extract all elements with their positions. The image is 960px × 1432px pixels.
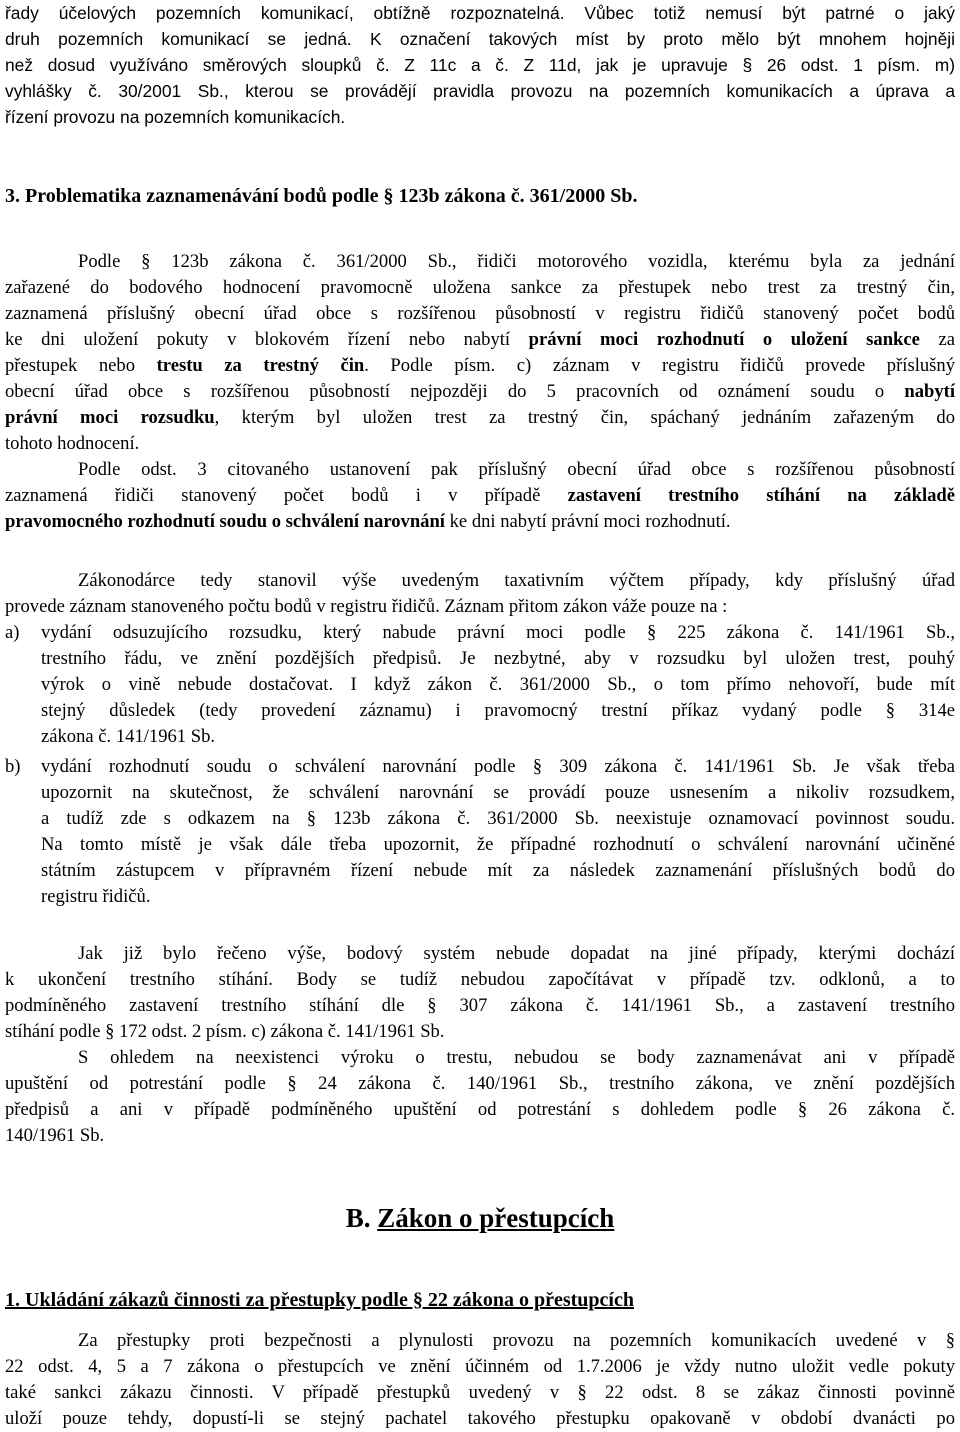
text-line: Podle odst. 3 citovaného ustanovení pak příslušný obecní úřad obce s rozšířenou působností: [78, 459, 955, 480]
text-line: vydání odsuzujícího rozsudku, který nabude právní moci podle § 225 zákona č. 141/1961 Sb.,: [41, 622, 955, 643]
part-heading-prefix: B.: [345, 1203, 378, 1233]
text-line: stejný důsledek (tedy provedení záznamu) i pravomocný trestní příkaz vydaný podle § 314e: [41, 700, 955, 721]
text-line: stíhání podle § 172 odst. 2 písm. c) zákona č. 141/1961 Sb.: [5, 1021, 445, 1042]
emphasis-text: pravomocného rozhodnutí soudu o schválení narovnání: [5, 511, 445, 532]
text-line: a tudíž zde s odkazem na § 123b zákona č. 361/2000 Sb. neexistuje oznamovací povinnost soudu.: [41, 808, 955, 829]
text-line: Podle § 123b zákona č. 361/2000 Sb., řidiči motorového vozidla, kterému byla za jednání: [78, 251, 955, 272]
text-line: Za přestupky proti bezpečnosti a plynulosti provozu na pozemních komunikacích uvedené v §: [78, 1330, 955, 1351]
text-line: 140/1961 Sb.: [5, 1125, 105, 1146]
text-line: výrok o vině nebude dostačovat. I když zákon č. 361/2000 Sb., o tom přímo nehovoří, bude mít: [41, 674, 955, 695]
text-line: 22 odst. 4, 5 a 7 zákona o přestupcích ve znění účinném od 1.7.2006 je vždy nutno uložit vedle pokuty: [5, 1356, 955, 1377]
emphasis-text: trestu za trestný čin: [156, 355, 365, 376]
text-run: zaznamená řidiči stanovený počet bodů i v případě: [5, 485, 568, 506]
text-line: k ukončení trestního stíhání. Body se tudíž nebudou započítávat v případě tzv. odklonů, a to: [5, 969, 955, 990]
text-run: , kterým byl uložen trest za trestný čin, spáchaný jednáním zařazeným do: [214, 407, 955, 428]
text-line: trestního řádu, ve znění pozdějších předpisů. Je nezbytné, aby v rozsudku byl uložen trest, pouhý: [41, 648, 955, 669]
text-line: [5, 327, 955, 353]
section-heading: 3. Problematika zaznamenávání bodů podle § 123b zákona č. 361/2000 Sb.: [5, 185, 638, 207]
text-line: upuštění od potrestání podle § 24 zákona č. 140/1961 Sb., trestního zákona, ve znění pozdějších: [5, 1073, 955, 1094]
text-line: zařazené do bodového hodnocení pravomocně uložena sankce za přestupek nebo trest za trestný čin,: [5, 277, 955, 298]
text-line: vydání rozhodnutí soudu o schválení narovnání podle § 309 zákona č. 141/1961 Sb. Je však třeba: [41, 756, 955, 777]
text-run: za: [919, 329, 955, 350]
text-line: vyhlášky č. 30/2001 Sb., kterou se provádějí pravidla provozu na pozemních komunikacích a úprava a: [5, 81, 955, 101]
part-heading-title: Zákon o přestupcích: [377, 1203, 615, 1233]
text-line: státním zástupcem v přípravném řízení nebude mít za následek zaznamenání příslušných bodů do: [41, 860, 955, 881]
text-line: Zákonodárce tedy stanovil výše uvedeným taxativním výčtem případy, kdy příslušný úřad: [78, 570, 955, 591]
text-line: zákona č. 141/1961 Sb.: [41, 726, 216, 747]
text-line: také sankci zákazu činnosti. V případě přestupků uvedený v § 22 odst. 8 se zákaz činnosti povinně: [5, 1382, 955, 1403]
text-line: druh pozemních komunikací se jedná. K označení takových míst by proto mělo být mnohem hojněji: [5, 29, 955, 49]
emphasis-text: právní moci rozsudku: [5, 407, 215, 428]
text-run: . Podle písm. c) záznam v registru řidičů provede příslušný: [364, 355, 955, 376]
text-line: [5, 509, 955, 535]
emphasis-text: zastavení trestního stíhání na základě: [567, 485, 955, 506]
list-label: b): [5, 756, 21, 777]
text-line: provede záznam stanoveného počtu bodů v registru řidičů. Záznam přitom zákon váže pouze na :: [5, 596, 728, 617]
text-line: tohoto hodnocení.: [5, 433, 140, 454]
section-heading: 1. Ukládání zákazů činnosti za přestupky podle § 22 zákona o přestupcích: [5, 1289, 634, 1311]
text-line: než dosud využíváno směrových sloupků č. Z 11c a č. Z 11d, jak je upravuje § 26 odst. 1 písm. m): [5, 55, 955, 75]
text-line: řady účelových pozemních komunikací, obtížně rozpoznatelná. Vůbec totiž nemusí být patrné o jaký: [5, 3, 955, 23]
text-line: S ohledem na neexistenci výroku o trestu, nebudou se body zaznamenávat ani v případě: [78, 1047, 955, 1068]
part-heading: [5, 1200, 955, 1236]
text-line: [5, 353, 955, 379]
text-line: Na tomto místě je však dále třeba upozornit, že případné rozhodnutí o schválení narovnání učiněné: [41, 834, 955, 855]
text-line: [5, 405, 955, 431]
text-line: předpisů a ani v případě podmíněného upuštění od potrestání s dohledem podle § 26 zákona č.: [5, 1099, 955, 1120]
text-run: přestupek nebo: [5, 355, 157, 376]
text-line: upozornit na skutečnost, že schválení narovnání se provádí pouze usnesením a nikoliv rozsudkem,: [41, 782, 955, 803]
text-line: řízení provozu na pozemních komunikacích.: [5, 107, 346, 127]
text-run: obecní úřad obce s rozšířenou působností nejpozději do 5 pracovních od oznámení soudu o: [5, 381, 905, 402]
text-run: ke dni nabytí právní moci rozhodnutí.: [444, 511, 731, 532]
text-line: registru řidičů.: [41, 886, 151, 907]
text-line: zaznamená příslušný obecní úřad obce s rozšířenou působností v registru řidičů stanovený počet bodů: [5, 303, 955, 324]
text-line: [5, 483, 955, 509]
text-line: podmíněného zastavení trestního stíhání dle § 307 zákona č. 141/1961 Sb., a zastavení trestního: [5, 995, 955, 1016]
text-line: Jak již bylo řečeno výše, bodový systém nebude dopadat na jiné případy, kterými dochází: [78, 943, 955, 964]
text-run: ke dni uložení pokuty v blokovém řízení nebo nabytí: [5, 329, 529, 350]
text-line: uloží pouze tehdy, dopustí-li se stejný pachatel takového přestupku opakovaně v období dvanácti po: [5, 1408, 955, 1429]
emphasis-text: právní moci rozhodnutí o uložení sankce: [528, 329, 920, 350]
text-line: [5, 379, 955, 405]
list-label: a): [5, 622, 20, 643]
emphasis-text: nabytí: [904, 381, 955, 402]
